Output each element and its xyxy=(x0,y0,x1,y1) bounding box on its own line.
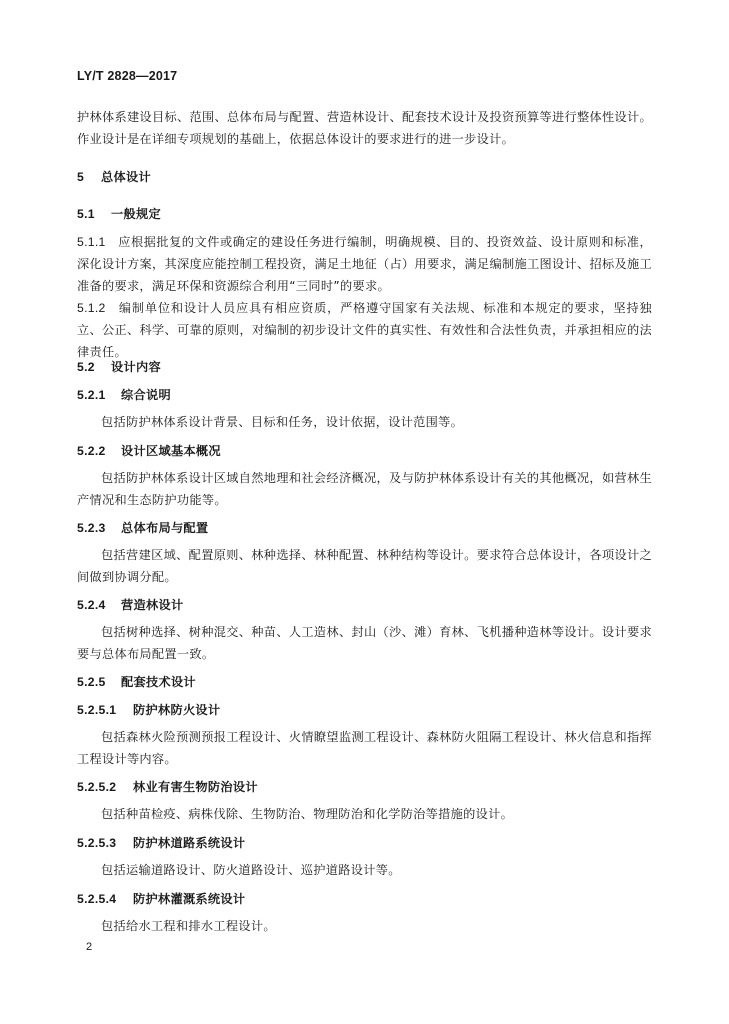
section-5-2-5-3-heading xyxy=(77,834,652,851)
section-title: 综合说明 xyxy=(121,388,171,402)
section-title: 设计区域基本概况 xyxy=(121,444,221,458)
section-title: 营造林设计 xyxy=(121,598,184,612)
section-5-2-2-paragraph: 包括防护林体系设计区域自然地理和社会经济概况，及与防护林体系设计有关的其他概况，如营林生产情况和生态防护功能等。 xyxy=(77,471,652,507)
section-5-2-4-heading xyxy=(77,596,652,613)
section-5-2-5-4-paragraph: 包括给水工程和排水工程设计。 xyxy=(101,919,276,933)
intro-paragraph: 护林体系建设目标、范围、总体布局与配置、营造林设计、配套技术设计及投资预算等进行整体性设计。作业设计是在详细专项规划的基础上，依据总体设计的要求进行的进一步设计。 xyxy=(77,110,652,146)
section-5-2-5-heading xyxy=(77,673,652,690)
section-5-2-5-4-heading xyxy=(77,890,652,907)
section-number: 5.2.5.4 xyxy=(77,892,117,906)
section-title: 配套技术设计 xyxy=(121,675,196,689)
section-5-heading xyxy=(77,168,652,185)
clause-text: 编制单位和设计人员应具有相应资质，严格遵守国家有关法规、标准和本规定的要求，坚持独立、公正、科学、可靠的原则，对编制的初步设计文件的真实性、有效性和合法性负责，并承担相应的法律责任。 xyxy=(77,301,652,359)
page-number: 2 xyxy=(86,941,93,953)
section-number: 5.2.2 xyxy=(77,444,106,458)
section-5-2-5-3-paragraph: 包括运输道路设计、防火道路设计、巡护道路设计等。 xyxy=(101,863,401,877)
section-number: 5 xyxy=(77,170,85,184)
section-number: 5.2.3 xyxy=(77,521,106,535)
section-5-2-5-1-heading xyxy=(77,701,652,718)
section-number: 5.1 xyxy=(77,207,95,221)
section-number: 5.2.5.1 xyxy=(77,703,117,717)
section-number: 5.2.1 xyxy=(77,388,106,402)
clause-number: 5.1.2 xyxy=(77,301,106,315)
clause-number: 5.1.1 xyxy=(77,235,106,249)
section-5-2-heading xyxy=(77,358,652,375)
section-number: 5.2 xyxy=(77,360,95,374)
section-5-2-1-paragraph: 包括防护林体系设计背景、目标和任务，设计依据，设计范围等。 xyxy=(101,415,464,429)
clause-5-1-1 xyxy=(77,231,652,297)
section-number: 5.2.5.3 xyxy=(77,836,117,850)
section-5-2-5-2-paragraph: 包括种苗检疫、病株伐除、生物防治、物理防治和化学防治等措施的设计。 xyxy=(101,807,514,821)
section-5-2-4-paragraph: 包括树种选择、树种混交、种苗、人工造林、封山（沙、滩）育林、飞机播种造林等设计。设计要求要与总体布局配置一致。 xyxy=(77,625,652,661)
section-5-2-3-heading xyxy=(77,519,652,536)
section-title: 林业有害生物防治设计 xyxy=(133,780,258,794)
section-5-2-1-heading xyxy=(77,386,652,403)
section-title: 防护林灌溉系统设计 xyxy=(133,892,246,906)
section-number: 5.2.4 xyxy=(77,598,106,612)
section-title: 总体布局与配置 xyxy=(121,521,209,535)
section-5-2-2-heading xyxy=(77,442,652,459)
clause-text: 应根据批复的文件或确定的建设任务进行编制，明确规模、目的、投资效益、设计原则和标准，深化设计方案，其深度应能控制工程投资，满足土地征（占）用要求，满足编制施工图设计、招标及施工准备的要求，满足环保和资源综合利用“三同时”的要求。 xyxy=(77,235,652,293)
section-5-2-5-2-heading xyxy=(77,778,652,795)
section-5-2-5-1-paragraph: 包括森林火险预测预报工程设计、火情瞭望监测工程设计、森林防火阻隔工程设计、林火信息和指挥工程设计等内容。 xyxy=(77,730,652,766)
section-title: 一般规定 xyxy=(111,207,161,221)
section-title: 防护林道路系统设计 xyxy=(133,836,246,850)
section-title: 防护林防火设计 xyxy=(133,703,221,717)
standard-code-header: LY/T 2828—2017 xyxy=(77,69,178,83)
section-number: 5.2.5 xyxy=(77,675,106,689)
section-title: 设计内容 xyxy=(111,360,161,374)
clause-5-1-2 xyxy=(77,297,652,363)
section-5-2-3-paragraph: 包括营建区域、配置原则、林种选择、林种配置、林种结构等设计。要求符合总体设计，各项设计之间做到协调分配。 xyxy=(77,548,652,584)
section-number: 5.2.5.2 xyxy=(77,780,117,794)
section-5-1-heading xyxy=(77,205,652,222)
section-title: 总体设计 xyxy=(101,170,151,184)
